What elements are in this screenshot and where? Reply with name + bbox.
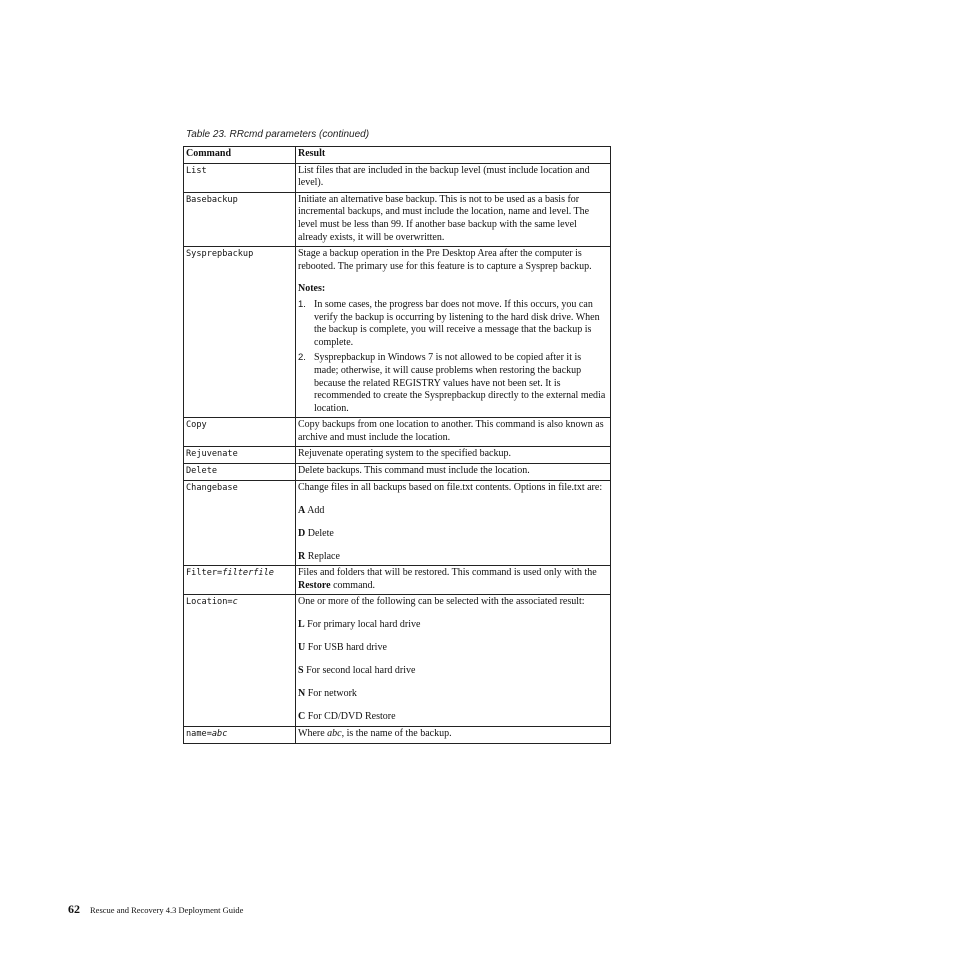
command-prefix: Location= (186, 597, 233, 608)
note-text: In some cases, the progress bar does not move. If this occurs, you can verify the backup is occurring by listening to the hard disk drive. When the backup is complete, you will receive a message that the backup is complete. (314, 298, 600, 348)
table-row (184, 480, 611, 566)
option-key: L (298, 619, 305, 631)
option-label: For CD/DVD Restore (307, 711, 396, 723)
list-number: 2. (298, 352, 306, 364)
option-item (298, 688, 608, 701)
option-label: For primary local hard drive (307, 619, 421, 631)
result-text: One or more of the following can be selected with the associated result: (298, 596, 585, 608)
result-cell: Delete backups. This command must include the location. (296, 464, 611, 481)
option-key: D (298, 527, 306, 539)
option-label: Replace (307, 550, 340, 562)
result-cell: Rejuvenate operating system to the specified backup. (296, 447, 611, 464)
option-key: A (298, 504, 306, 516)
option-key: S (298, 665, 304, 677)
option-item (298, 619, 608, 632)
column-header-command: Command (184, 147, 296, 164)
list-number: 1. (298, 298, 306, 310)
result-text: Change files in all backups based on file.txt contents. Options in file.txt are: (298, 481, 603, 493)
result-text: Where (298, 727, 325, 739)
table-row (184, 464, 611, 481)
page-footer (68, 902, 243, 917)
table-row (184, 192, 611, 246)
option-item (298, 551, 608, 564)
table-row (184, 163, 611, 192)
command-cell: Sysprepbackup (184, 247, 296, 418)
command-cell: Basebackup (184, 192, 296, 246)
command-cell: Delete (184, 464, 296, 481)
option-label: Add (307, 504, 325, 516)
table-header-row (184, 147, 611, 164)
result-cell (296, 595, 611, 727)
option-key: N (298, 688, 306, 700)
result-cell (296, 726, 611, 743)
result-text-end: command. (333, 579, 376, 591)
command-cell: Rejuvenate (184, 447, 296, 464)
command-prefix: name= (186, 728, 212, 739)
option-label: For network (307, 688, 357, 700)
note-text: Sysprepbackup in Windows 7 is not allowed to be copied after it is made; otherwise, it will cause problems when restoring the backup because the related REGISTRY values have not been set. It is recommended to create the Sysprepbackup directly to the external media location. (314, 352, 606, 414)
table-row (184, 418, 611, 447)
result-text-end: , is the name of the backup. (341, 727, 452, 739)
command-cell: List (184, 163, 296, 192)
notes-label: Notes: (298, 283, 326, 295)
command-cell (184, 566, 296, 595)
result-cell (296, 480, 611, 566)
command-param: abc (211, 728, 228, 739)
table-row (184, 566, 611, 595)
option-key: R (298, 550, 306, 562)
command-cell (184, 726, 296, 743)
option-item (298, 528, 608, 541)
result-cell: Initiate an alternative base backup. This is not to be used as a basis for incremental backups, and must include the location, name and level. The level must be less than 99. If another base backup with the same level already exists, it will be overwritten. (296, 192, 611, 246)
table-caption: Table 23. RRcmd parameters (continued) (186, 129, 370, 140)
option-label: For USB hard drive (307, 642, 387, 654)
option-item (298, 642, 608, 655)
list-item (298, 299, 608, 349)
result-cell (296, 247, 611, 418)
abc-term: abc (327, 727, 342, 739)
command-prefix: Filter= (186, 568, 223, 579)
command-cell: Copy (184, 418, 296, 447)
page-number: 62 (68, 902, 80, 916)
result-text: Files and folders that will be restored. This command is used only with the (298, 567, 597, 579)
option-item (298, 711, 608, 724)
option-key: U (298, 642, 306, 654)
rrcmd-parameters-table (183, 146, 611, 744)
option-label: For second local hard drive (306, 665, 416, 677)
table-row (184, 447, 611, 464)
command-param: filterfile (222, 568, 274, 579)
column-header-result: Result (296, 147, 611, 164)
command-param: c (232, 597, 238, 608)
option-key: C (298, 711, 306, 723)
list-item (298, 352, 608, 415)
result-cell: List files that are included in the backup level (must include location and level). (296, 163, 611, 192)
table-row (184, 595, 611, 727)
table-row (184, 726, 611, 743)
option-item (298, 505, 608, 518)
result-cell (296, 566, 611, 595)
option-label: Delete (307, 527, 334, 539)
option-item (298, 665, 608, 678)
result-text: Stage a backup operation in the Pre Desktop Area after the computer is rebooted. The primary use for this feature is to capture a Sysprep backup. (298, 248, 592, 272)
command-cell (184, 595, 296, 727)
restore-keyword: Restore (298, 579, 331, 591)
result-cell: Copy backups from one location to another. This command is also known as archive and must include the location. (296, 418, 611, 447)
notes-list (298, 299, 608, 415)
command-cell: Changebase (184, 480, 296, 566)
table-row (184, 247, 611, 418)
document-title: Rescue and Recovery 4.3 Deployment Guide (90, 905, 244, 915)
